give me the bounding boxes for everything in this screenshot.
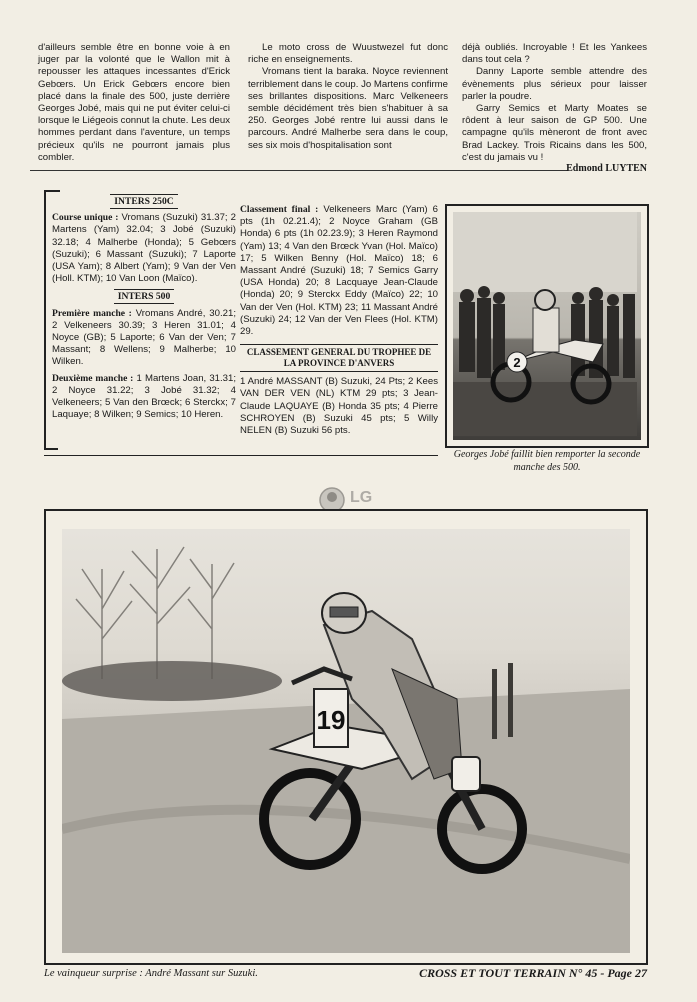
trophy-header: CLASSEMENT GENERAL DU TROPHEE DE LA PROVINCE D'ANVERS [240, 344, 438, 372]
article-paragraph: déjà oubliés. Incroyable ! Et les Yankees dans tout cela ? [462, 42, 647, 66]
section-header: INTERS 500 [52, 291, 236, 303]
photo-jobe [453, 212, 641, 440]
article-column-2 [248, 42, 448, 152]
bike-number-plate: 19 [316, 705, 346, 735]
result-label: Classement final : [240, 204, 319, 215]
photo-massant [62, 529, 630, 953]
byline-rule [30, 170, 568, 171]
article-paragraph: Vromans tient la baraka. Noyce reviennent terriblement dans le coup. Jo Martens confirme ses brillantes dispositions. Marc Velkeneers semble décidément très bien s'habituer à sa 250. Georges Jobé rentre lui aussi dans le parcours. André Malherbe sera dans le coup, ses six mois d'hospitalisation sont [248, 66, 448, 151]
box-corner [44, 190, 60, 210]
trophy-standings: 1 André MASSANT (B) Suzuki, 24 Pts; 2 Kees VAN DER VEN (NL) KTM 29 pts; 3 Jean-Claude LAQUAYE (B) Honda 35 pts; 4 Pierre SCHROYEN (B) Suzuki 45 pts; 5 Willy NELEN (B) Suzuki 56 pts. [240, 376, 438, 437]
result-paragraph: Classement final : Velkeneers Marc (Yam) 6 pts (1h 02.21.4); 2 Noyce Graham (GB Honda) 6 pts (1h 02.23.9); 3 Heren Raymond (Yam) 13; 4 Van den Brœck Yvan (Hol. Maïco) 17; 5 Wilken Benny (Hol. Maïco) 18; 6 Massant André (Suzuki) 18; 7 Semics Garry (USA Honda) 20; 8 Lacquaye Jean-Claude (Honda) 20; 9 Sterckx Eddy (Maïco) 22; 10 Van der Ven (Hol. KTM) 23; 11 Massant André (Suzuki) 24; 12 Van der Ven Flees (Hol. KTM) 29. [240, 204, 439, 338]
photo-caption-small: Georges Jobé faillit bien remporter la seconde manche des 500. [453, 449, 641, 473]
results-box-right [240, 204, 438, 437]
article-paragraph: Danny Laporte semble attendre des évènements plus sérieux pour laisser parler la poudre. [462, 66, 647, 102]
article-column-1 [38, 42, 230, 164]
photo-frame-small [445, 204, 649, 448]
photo-massant-illustration [62, 529, 630, 953]
result-paragraph: Première manche : Vromans André, 30.21; 2 Velkeneers 30.39; 3 Heren 31.01; 4 Noyce (GB); 5 Laporte; 6 Van der Ven; 7 Massant; 8 Wellens; 9 Malherbe; 10 Wilken. [52, 307, 236, 368]
result-label: Première manche : [52, 307, 132, 319]
watermark-logo-text: LG [350, 489, 373, 506]
box-corner [44, 444, 58, 450]
result-paragraph: Course unique : Vromans (Suzuki) 31.37; 2 Martens (Yam) 32.04; 3 Jobé (Suzuki) 32.18; 4 Malherbe (Honda); 5 Gebœrs (Suzuki); 6 Massant (Suzuki); 7 Laporte (USA Yam); 8 Albert (Yam); 9 Van der Ven (Holl. KTM); 10 Van Loon (Maïco). [52, 212, 236, 285]
result-label: Deuxième manche : [52, 372, 134, 384]
result-paragraph: Deuxième manche : 1 Martens Joan, 31.31; 2 Noyce 31.22; 3 Jobé 31.32; 4 Velkeneers; 5 Van den Brœck; 6 Sterckx; 7 Laquaye; 8 Wilken; 9 Semics; 10 Heren. [52, 372, 236, 421]
results-bottom-rule [44, 455, 438, 456]
photo-jobe-illustration [453, 212, 637, 436]
author-byline: Edmond LUYTEN [566, 163, 647, 174]
result-label: Course unique : [52, 212, 119, 224]
article-column-3 [462, 42, 647, 164]
results-box-left [44, 190, 236, 450]
photo-caption-large: Le vainqueur surprise : André Massant sur Suzuki. [44, 968, 258, 979]
section-header: INTERS 250C [52, 196, 236, 208]
article-paragraph: Garry Semics et Marty Moates se rôdent à leur saison de GP 500. Une campagne qu'ils mèneront de front avec Brad Lackey. Trois Ricains dans les 500, c'est du jamais vu ! [462, 103, 647, 163]
article-paragraph: Le moto cross de Wuustwezel fut donc riche en enseignements. [248, 42, 448, 66]
photo-frame-large [44, 509, 648, 965]
bike-plate-number: 2 [513, 355, 521, 370]
page-footer: CROSS ET TOUT TERRAIN N° 45 - Page 27 [419, 966, 647, 980]
article-paragraph: d'ailleurs semble être en bonne voie à en juger par la volonté que le Wallon mit à repousser les attaques incessantes d'Erick Gebœrs. Un Erick Gebœrs encore bien placé dans la finale des 500, juste derrière Georges Jobé, mais qui ne put éviter celui-ci lorsque le Liégeois connut la chute. Les deux hommes perdant dans l'aventure, un temps précieux qu'ils ne pourront jamais plus combler. [38, 42, 231, 163]
